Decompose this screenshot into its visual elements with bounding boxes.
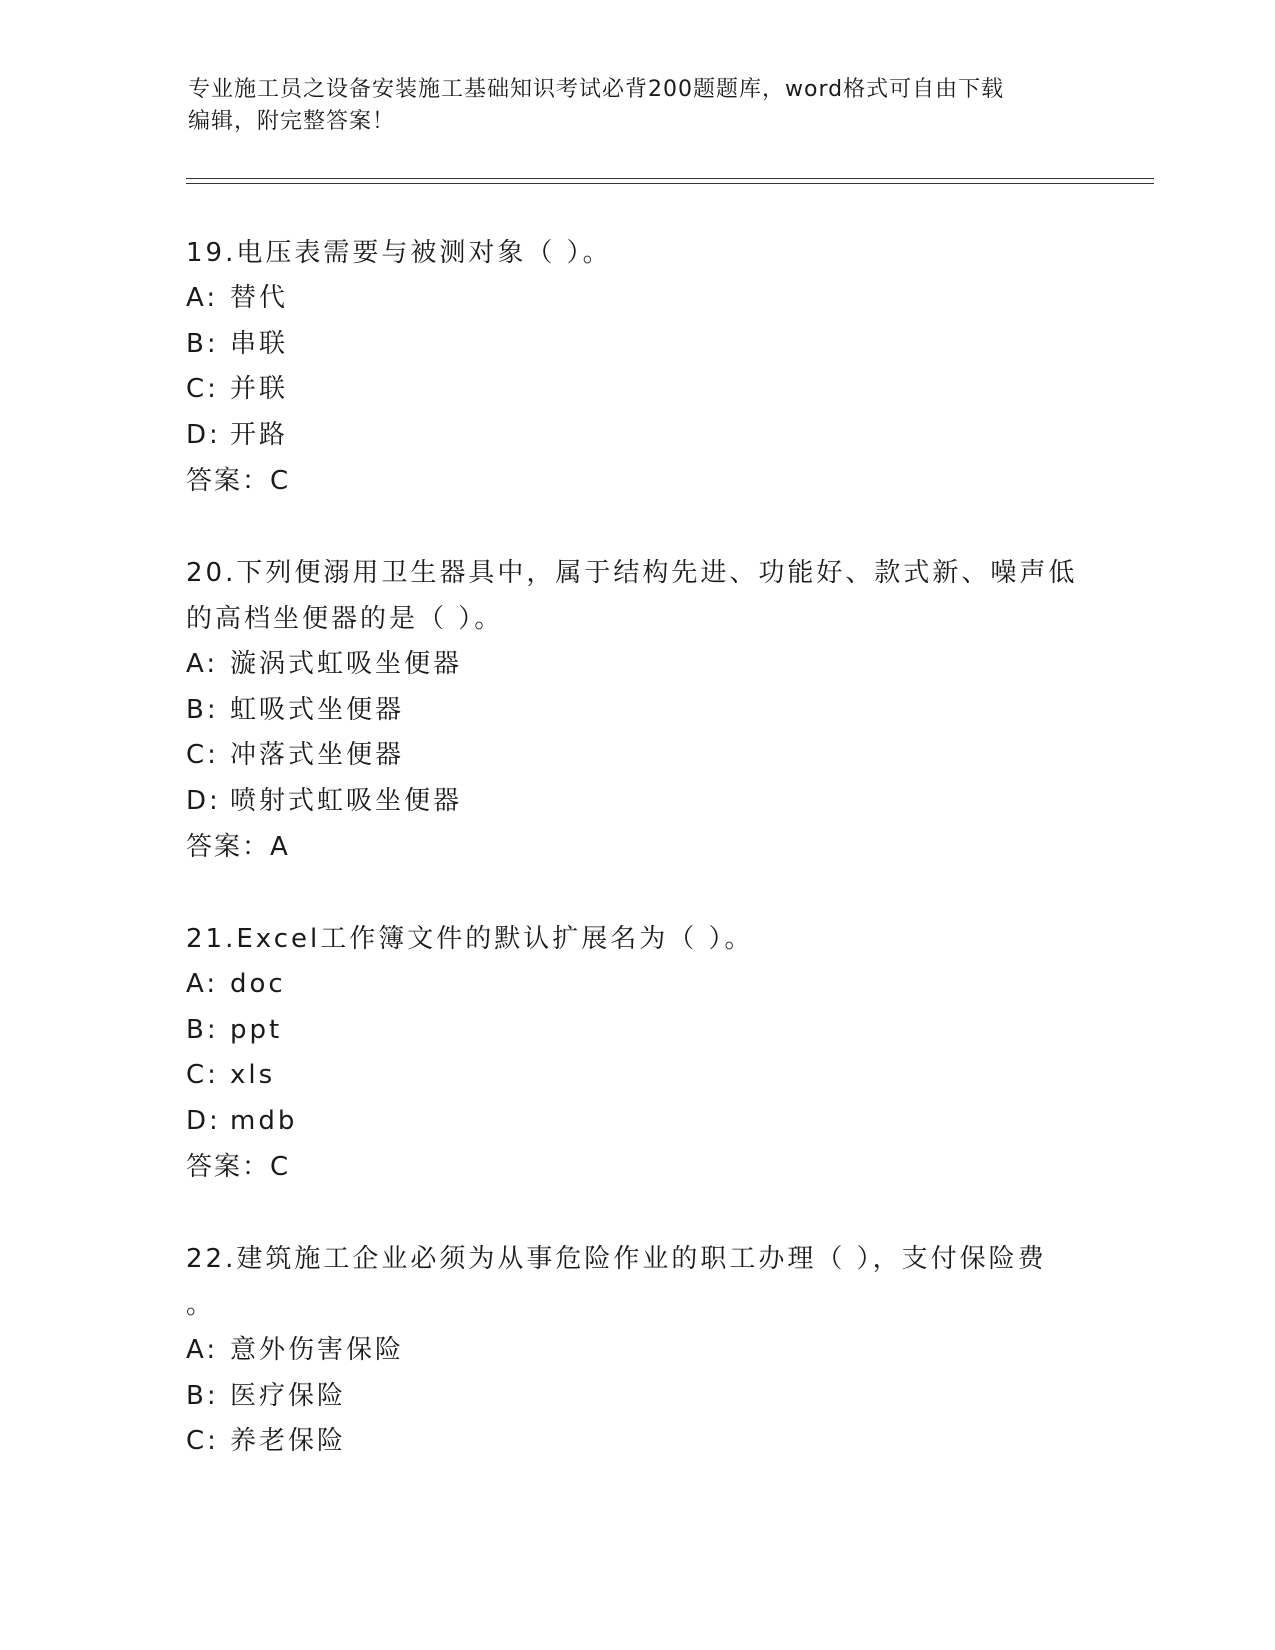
header-divider-top [186, 178, 1154, 179]
header-line-1: 专业施工员之设备安装施工基础知识考试必背200题题库，word格式可自由下载 [188, 77, 1005, 102]
option-c [186, 733, 1086, 779]
option-c [186, 1419, 1086, 1465]
question-list [186, 230, 1086, 1511]
option-text: 漩涡式虹吸坐便器 [230, 649, 463, 679]
option-key: B: [186, 328, 219, 359]
option-key: A: [186, 283, 219, 313]
question-21 [186, 916, 1086, 1190]
question-20 [186, 550, 1086, 870]
option-d [186, 413, 1086, 459]
option-d [186, 1099, 1086, 1145]
option-key: D: [186, 419, 221, 450]
option-b [186, 1374, 1086, 1420]
option-text: 并联 [230, 374, 289, 404]
option-key: B: [186, 694, 219, 725]
option-text: 替代 [230, 283, 289, 313]
option-a [186, 1328, 1086, 1374]
option-text: ppt [230, 1014, 283, 1045]
question-title: 20.下列便溺用卫生器具中，属于结构先进、功能好、款式新、噪声低 [186, 558, 1078, 588]
option-c [186, 367, 1086, 413]
option-b [186, 322, 1086, 368]
question-title: 21.Excel工作簿文件的默认扩展名为（ ）。 [186, 924, 754, 954]
option-key: B: [186, 1380, 219, 1411]
option-key: A: [186, 969, 219, 999]
option-a [186, 276, 1086, 322]
option-key: C: [186, 1426, 219, 1456]
option-b [186, 1008, 1086, 1054]
question-22 [186, 1236, 1086, 1465]
option-text: doc [230, 969, 286, 999]
question-title: 19.电压表需要与被测对象（ ）。 [186, 238, 612, 268]
option-key: C: [186, 740, 219, 770]
option-key: B: [186, 1014, 219, 1045]
option-text: 串联 [230, 328, 289, 359]
option-text: 养老保险 [230, 1426, 347, 1456]
question-title: 22.建筑施工企业必须为从事危险作业的职工办理（ ），支付保险费 [186, 1244, 1047, 1274]
header-line-2: 编辑，附完整答案！ [188, 109, 396, 134]
option-text: 开路 [230, 419, 289, 450]
option-key: D: [186, 1105, 221, 1136]
option-text: 医疗保险 [230, 1380, 347, 1411]
option-key: D: [186, 785, 221, 816]
option-key: C: [186, 1060, 219, 1090]
option-key: A: [186, 1335, 219, 1365]
option-a [186, 642, 1086, 688]
option-text: 喷射式虹吸坐便器 [230, 785, 463, 816]
answer-line: 答案：C [186, 466, 291, 496]
option-a [186, 962, 1086, 1008]
option-text: xls [230, 1060, 276, 1090]
question-title-continued: 的高档坐便器的是（ ）。 [186, 604, 504, 634]
option-b [186, 688, 1086, 734]
header-divider-bottom [186, 183, 1154, 184]
option-c [186, 1053, 1086, 1099]
question-19 [186, 230, 1086, 504]
question-title-continued: 。 [186, 1290, 216, 1320]
option-text: 虹吸式坐便器 [230, 694, 405, 725]
option-key: C: [186, 374, 219, 404]
option-text: 意外伤害保险 [230, 1335, 405, 1365]
option-d [186, 779, 1086, 825]
option-text: mdb [230, 1105, 298, 1136]
answer-line: 答案：A [186, 832, 290, 862]
document-header [188, 74, 1088, 138]
option-text: 冲落式坐便器 [230, 740, 405, 770]
option-key: A: [186, 649, 219, 679]
answer-line: 答案：C [186, 1152, 291, 1182]
